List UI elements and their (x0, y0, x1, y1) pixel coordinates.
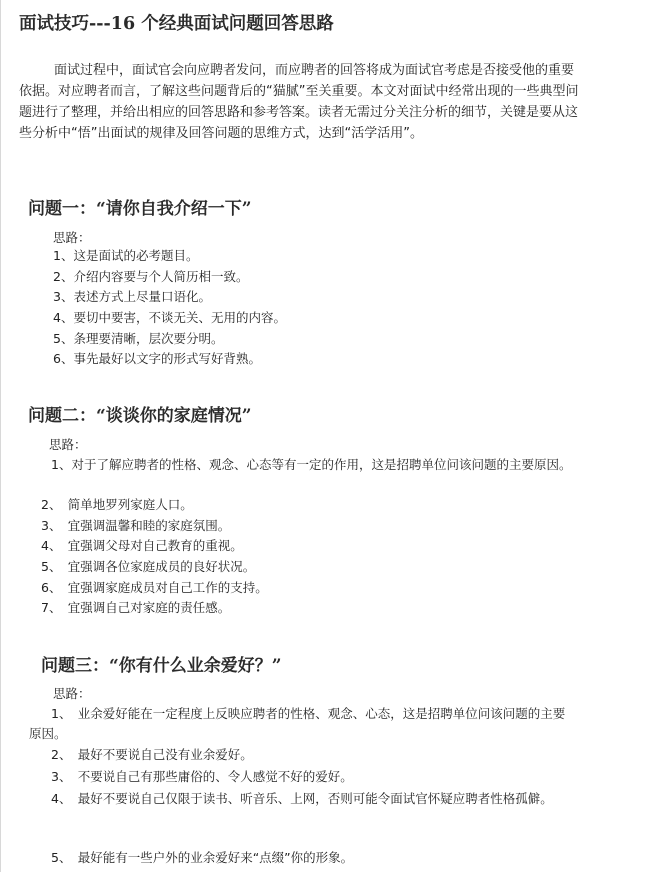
question-3-item-3: 3、 不要说自己有那些庸俗的、令人感觉不好的爱好。 (51, 769, 353, 784)
list-item: 7、 宜强调自己对家庭的责任感。 (41, 600, 231, 616)
list-item: 6、 宜强调家庭成员对自己工作的支持。 (41, 579, 268, 595)
intro-section (19, 60, 579, 144)
question-3-item-5: 5、 最好能有一些户外的业余爱好来“点缀”你的形象。 (51, 850, 354, 865)
question-2-item-1: 1、对于了解应聘者的性格、观念、心态等有一定的作用，这是招聘单位问该问题的主要原因。 (51, 457, 572, 472)
question-3-item-2: 2、 最好不要说自己没有业余爱好。 (51, 747, 253, 762)
question-2-title: 问题二：“谈谈你的家庭情况” (28, 406, 252, 426)
question-3-title: 问题三：“你有什么业余爱好？” (41, 656, 282, 676)
intro-paragraph: 面试过程中，面试官会向应聘者发问，而应聘者的回答将成为面试官考虑是否接受他的重要依据。对应聘者而言，了解这些问题背后的“猫腻”至关重要。本文对面试中经常出现的一些典型问题进行了整理，并给出相应的回答思路和参考答案。读者无需过分关注分析的细节，关键是要从这些分析中“悟”出面试的规律及回答问题的思维方式，达到“活学活用”。 (19, 63, 579, 141)
list-item: 1、这是面试的必考题目。 (53, 248, 199, 263)
question-3-item-1: 1、 业余爱好能在一定程度上反映应聘者的性格、观念、心态，这是招聘单位问该问题的主要原因。 (29, 706, 566, 741)
question-3-item-4: 4、 最好不要说自己仅限于读书、听音乐、上网，否则可能令面试官怀疑应聘者性格孤僻。 (51, 791, 553, 806)
list-item: 4、要切中要害，不谈无关、无用的内容。 (53, 310, 286, 326)
list-item: 2、介绍内容要与个人简历相一致。 (53, 268, 249, 284)
list-item: 5、条理要清晰，层次要分明。 (53, 330, 224, 346)
list-item: 3、表述方式上尽量口语化。 (53, 289, 211, 305)
list-item: 5、 宜强调各位家庭成员的良好状况。 (41, 559, 256, 575)
question-1-list (53, 246, 286, 370)
question-3-label: 思路： (53, 686, 91, 701)
question-2-list (41, 495, 268, 619)
list-item: 3、 宜强调温馨和睦的家庭氛围。 (41, 517, 231, 533)
question-1-label: 思路： (53, 230, 91, 245)
question-2-label: 思路： (49, 437, 87, 452)
question-1-title: 问题一：“请你自我介绍一下” (28, 199, 252, 219)
list-item: 2、 简单地罗列家庭人口。 (41, 497, 193, 512)
list-item: 4、 宜强调父母对自己教育的重视。 (41, 538, 243, 554)
document-title: 面试技巧---16 个经典面试问题回答思路 (19, 14, 334, 34)
list-item: 6、事先最好以文字的形式写好背熟。 (53, 351, 261, 367)
